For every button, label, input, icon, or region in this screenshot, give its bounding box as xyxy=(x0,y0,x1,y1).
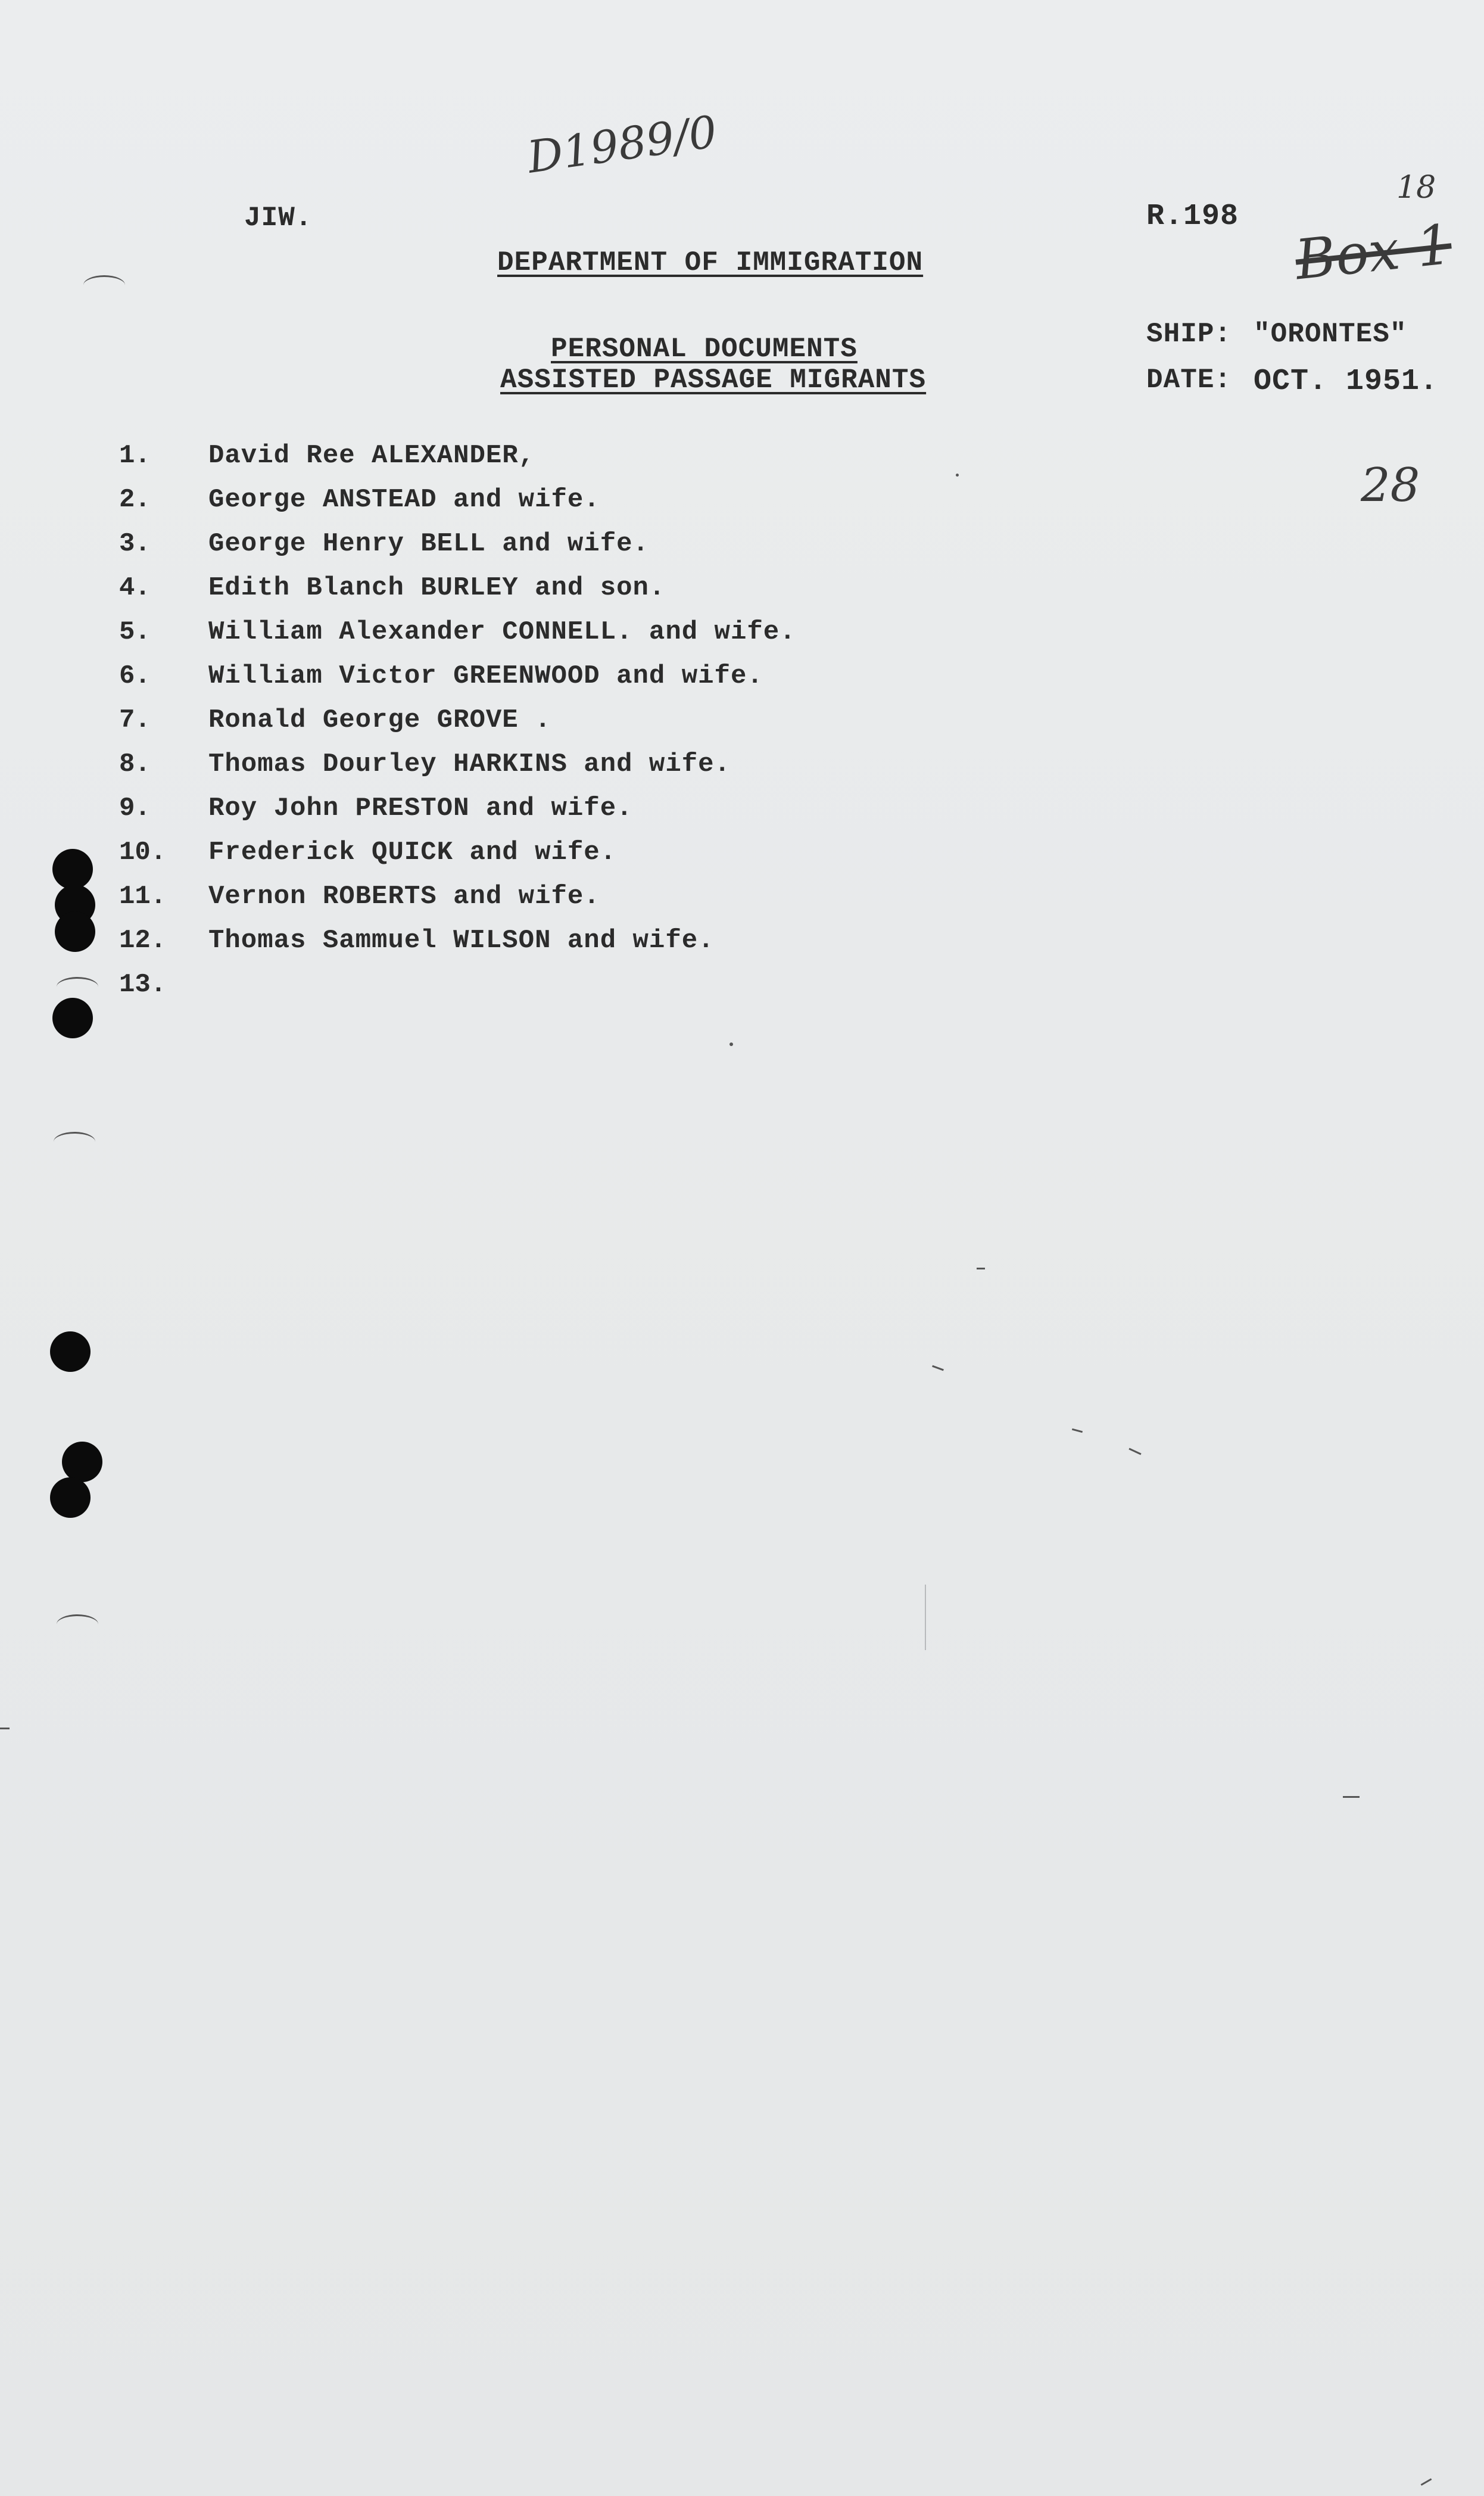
migrant-name: William Alexander CONNELL. and wife. xyxy=(208,617,796,647)
handwritten-file-number: D1989/0 xyxy=(524,106,721,183)
list-item xyxy=(119,705,1012,741)
list-item xyxy=(119,793,1012,829)
list-item xyxy=(119,926,1012,961)
list-item xyxy=(119,441,1012,477)
list-number: 6. xyxy=(119,661,151,691)
punch-hole-icon xyxy=(50,1477,91,1518)
paper-speck xyxy=(932,1365,944,1371)
hole-shadow-icon xyxy=(57,1614,98,1634)
list-number: 9. xyxy=(119,793,151,823)
list-number: 8. xyxy=(119,749,151,779)
hole-shadow-icon xyxy=(57,977,98,997)
migrant-name: Thomas Sammuel WILSON and wife. xyxy=(208,926,715,956)
paper-speck xyxy=(956,474,959,477)
paper-speck xyxy=(1421,2478,1432,2486)
paper-speck xyxy=(1343,1796,1360,1798)
list-item xyxy=(119,749,1012,785)
list-number: 3. xyxy=(119,529,151,559)
punch-hole-icon xyxy=(62,1442,102,1482)
list-number: 12. xyxy=(119,926,167,956)
list-number: 1. xyxy=(119,441,151,471)
punch-hole-icon xyxy=(50,1331,91,1372)
list-item xyxy=(119,617,1012,653)
migrant-name: Frederick QUICK and wife. xyxy=(208,838,617,867)
list-number: 13. xyxy=(119,970,167,1000)
migrant-name: William Victor GREENWOOD and wife. xyxy=(208,661,763,691)
date-label: DATE: xyxy=(1146,365,1232,396)
list-item xyxy=(119,529,1012,565)
migrant-name: Thomas Dourley HARKINS and wife. xyxy=(208,749,731,779)
list-item xyxy=(119,661,1012,697)
migrant-name: Roy John PRESTON and wife. xyxy=(208,793,633,823)
ship-value: "ORONTES" xyxy=(1254,319,1407,350)
punch-hole-icon xyxy=(52,998,93,1038)
subtitle-assisted-passage: ASSISTED PASSAGE MIGRANTS xyxy=(500,365,927,396)
list-item xyxy=(119,573,1012,609)
migrant-name: David Ree ALEXANDER, xyxy=(208,441,535,471)
list-number: 7. xyxy=(119,705,151,735)
handwritten-top-right-number: 18 xyxy=(1396,170,1436,206)
list-item xyxy=(119,970,1012,1006)
list-number: 4. xyxy=(119,573,151,603)
department-title: DEPARTMENT OF IMMIGRATION xyxy=(497,247,924,278)
paper-speck xyxy=(729,1042,733,1046)
migrant-name: George Henry BELL and wife. xyxy=(208,529,649,559)
migrant-name: Edith Blanch BURLEY and son. xyxy=(208,573,666,603)
list-item xyxy=(119,838,1012,873)
list-number: 10. xyxy=(119,838,167,867)
punch-hole-icon xyxy=(52,849,93,889)
hole-shadow-icon xyxy=(54,1132,95,1151)
paper-fold-line xyxy=(925,1585,926,1650)
ship-label: SHIP: xyxy=(1146,319,1232,350)
paper-speck xyxy=(1072,1428,1083,1433)
punch-hole-icon xyxy=(55,911,95,952)
handwritten-side-number: 28 xyxy=(1361,459,1420,512)
paper-speck xyxy=(1128,1448,1141,1455)
hole-shadow-icon xyxy=(83,275,125,295)
subtitle-personal-documents: PERSONAL DOCUMENTS xyxy=(551,334,858,365)
paper-speck xyxy=(977,1268,985,1269)
migrant-name: Ronald George GROVE . xyxy=(208,705,551,735)
list-number: 5. xyxy=(119,617,151,647)
reference-number: R.198 xyxy=(1146,200,1239,234)
migrant-name: Vernon ROBERTS and wife. xyxy=(208,882,600,911)
initials: JIW. xyxy=(244,203,313,234)
paper-speck xyxy=(0,1728,10,1729)
list-item xyxy=(119,485,1012,521)
date-value: OCT. 1951. xyxy=(1254,365,1439,399)
list-number: 2. xyxy=(119,485,151,515)
list-item xyxy=(119,882,1012,917)
handwritten-box-note: Box 1 xyxy=(1292,212,1455,292)
list-number: 11. xyxy=(119,882,167,911)
migrant-name: George ANSTEAD and wife. xyxy=(208,485,600,515)
